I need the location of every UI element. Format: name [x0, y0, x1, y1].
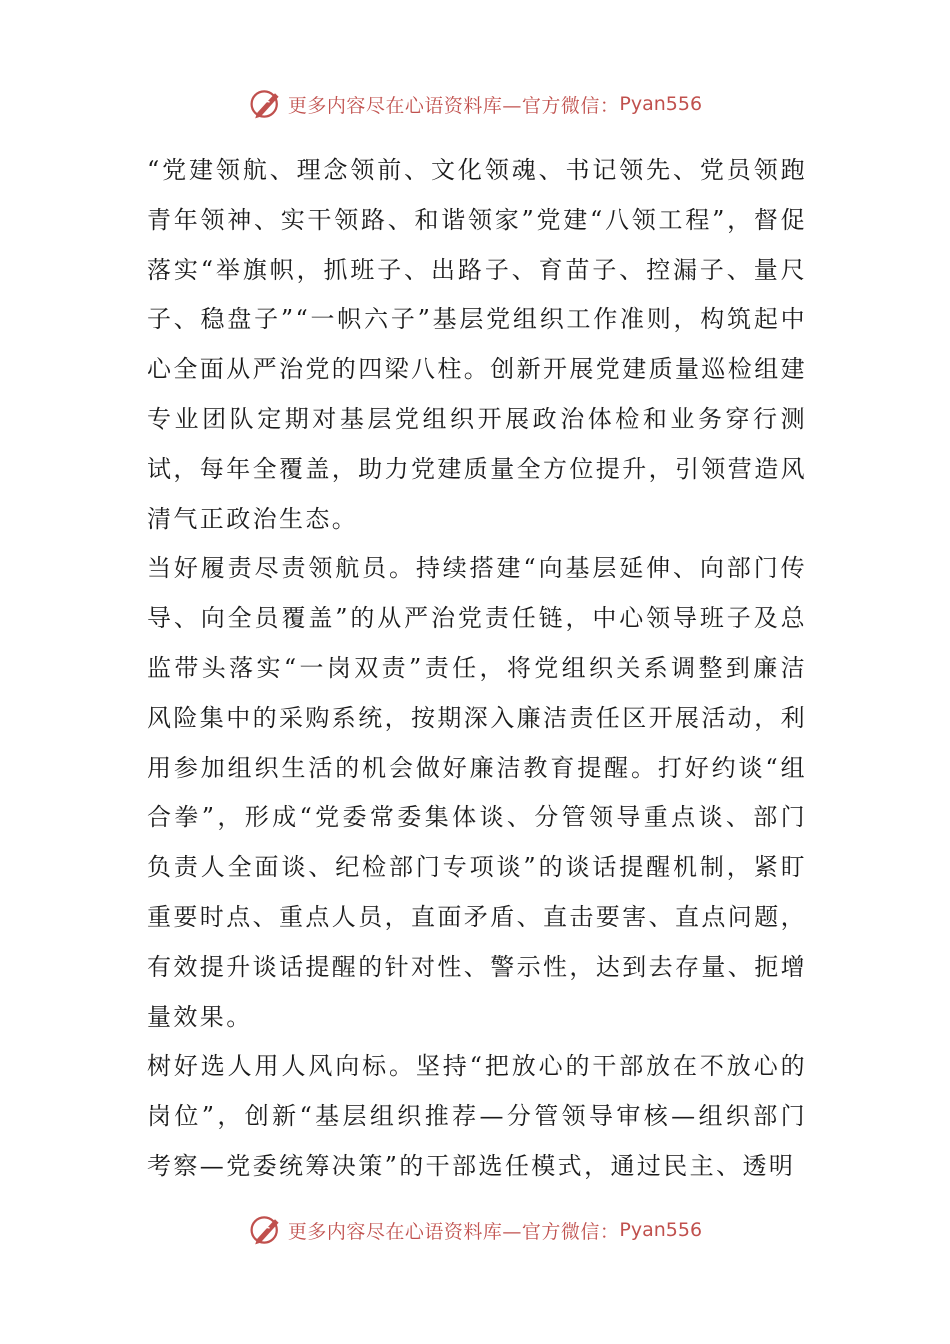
pen-logo-icon — [248, 1212, 284, 1248]
paragraph: “党建领航、理念领前、文化领魂、书记领先、党员领跑青年领神、实干领路、和谐领家”党建“八领工程”，督促落实“举旗帜，抓班子、出路子、育苗子、控漏子、量尺子、稳盘子”“一帜六子”基层党组织工作准则，构筑起中心全面从严治党的四梁八柱。创新开展党建质量巡检组建专业团队定期对基层党组织开展政治体检和业务穿行测试，每年全覆盖，助力党建质量全方位提升，引领营造风清气正政治生态。 — [147, 156, 807, 533]
watermark-handle: Pyan556 — [619, 1219, 703, 1241]
paragraph: 树好选人用人风向标。坚持“把放心的干部放在不放心的岗位”，创新“基层组织推荐—分管领导审核—组织部门考察—党委统筹决策”的干部选任模式，通过民主、透明 — [147, 1052, 807, 1180]
pen-logo-icon — [248, 86, 284, 122]
document-body — [147, 146, 807, 1192]
watermark-handle: Pyan556 — [619, 93, 703, 115]
watermark-text: 更多内容尽在心语资料库—官方微信： — [287, 94, 620, 117]
watermark-header — [0, 84, 950, 124]
watermark-text: 更多内容尽在心语资料库—官方微信： — [287, 1220, 620, 1243]
watermark-footer — [0, 1210, 950, 1250]
paragraph: 当好履责尽责领航员。持续搭建“向基层延伸、向部门传导、向全员覆盖”的从严治党责任链，中心领导班子及总监带头落实“一岗双责”责任，将党组织关系调整到廉洁风险集中的采购系统，按期深入廉洁责任区开展活动，利用参加组织生活的机会做好廉洁教育提醒。打好约谈“组合拳”，形成“党委常委集体谈、分管领导重点谈、部门负责人全面谈、纪检部门专项谈”的谈话提醒机制，紧盯重要时点、重点人员，直面矛盾、直击要害、直点问题，有效提升谈话提醒的针对性、警示性，达到去存量、扼增量效果。 — [147, 554, 807, 1031]
